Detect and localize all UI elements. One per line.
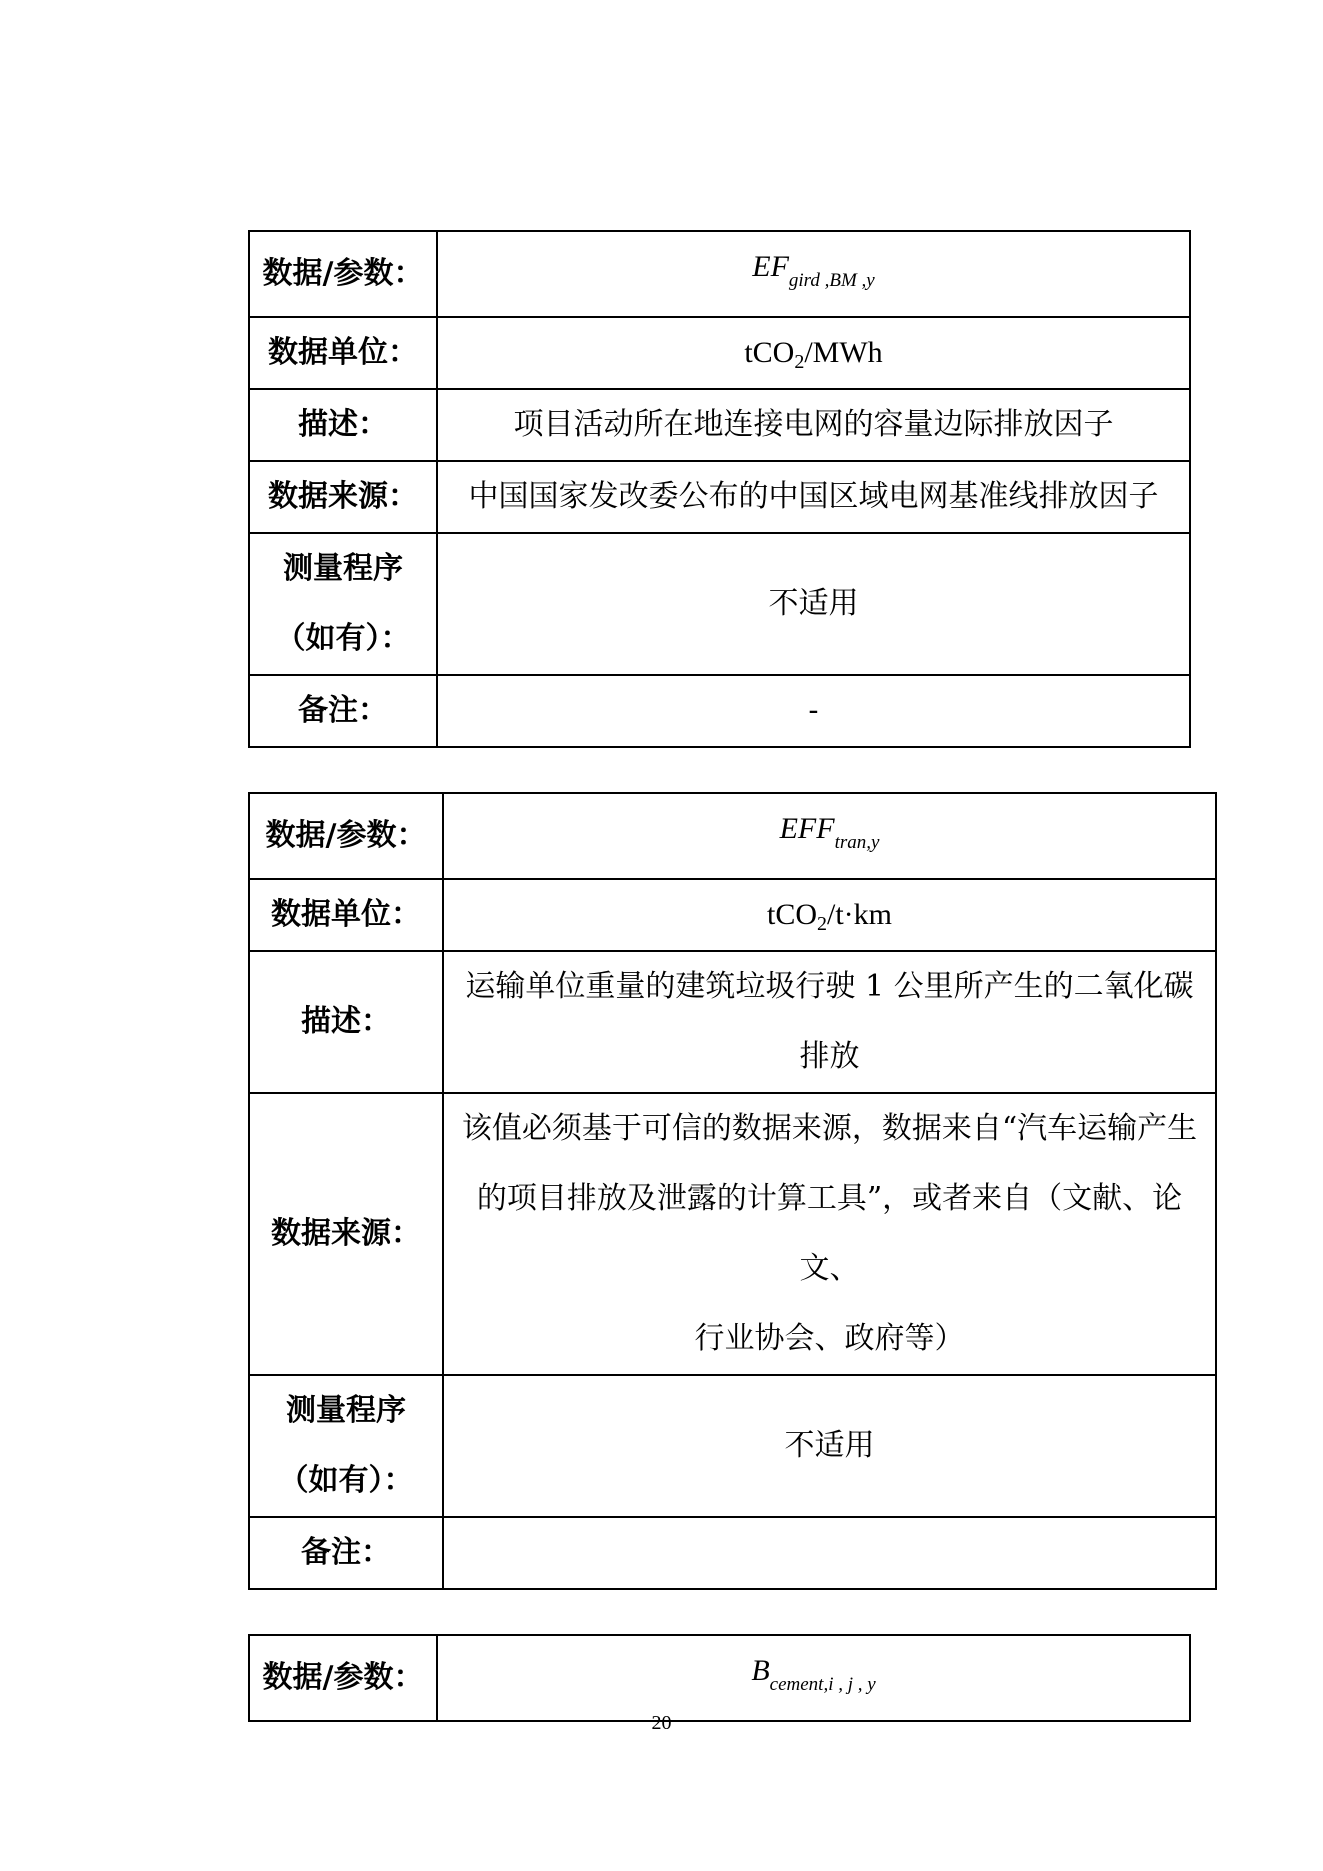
param-table-eff-tran: [248, 792, 1217, 1590]
label-procedure-line1: 测量程序: [286, 1393, 406, 1428]
desc-value: [443, 951, 1216, 1093]
label-unit: 数据单位：: [249, 317, 437, 389]
unit-sub: 2: [794, 351, 805, 373]
label-param: 数据/参数：: [249, 231, 437, 317]
label-procedure-line1: 测量程序: [283, 551, 403, 586]
unit-sub: 2: [817, 913, 827, 935]
param-base: EFF: [779, 812, 835, 845]
label-procedure: [249, 533, 437, 675]
param-symbol: [437, 1635, 1190, 1721]
param-symbol: [437, 231, 1190, 317]
label-desc: 描述：: [249, 389, 437, 461]
label-procedure-line2: （如有）：: [278, 1463, 414, 1498]
param-base: EF: [752, 250, 789, 283]
label-param: 数据/参数：: [249, 793, 443, 879]
label-source: 数据来源：: [249, 461, 437, 533]
param-sub: tran,y: [834, 832, 880, 853]
param-symbol: [443, 793, 1216, 879]
desc-line2: 排放: [799, 1039, 860, 1074]
label-note: 备注：: [249, 1517, 443, 1589]
source-line2: 的项目排放及泄露的计算工具”，或者来自（文献、论文、: [476, 1181, 1183, 1286]
label-unit: 数据单位：: [249, 879, 443, 951]
label-desc: 描述：: [249, 951, 443, 1093]
procedure-value: 不适用: [437, 533, 1190, 675]
label-procedure: [249, 1375, 443, 1517]
page-number: 20: [651, 1712, 672, 1734]
param-base: B: [751, 1654, 770, 1687]
procedure-value: 不适用: [443, 1375, 1216, 1517]
desc-value: 项目活动所在地连接电网的容量边际排放因子: [437, 389, 1190, 461]
unit-a: tCO: [744, 336, 795, 369]
param-sub: cement,i , j , y: [769, 1674, 876, 1695]
unit-b: /t·km: [827, 898, 892, 931]
param-table-b-cement: [248, 1634, 1191, 1722]
param-sub: gird ,BM ,y: [788, 270, 875, 291]
desc-line1: 运输单位重量的建筑垃圾行驶 1 公里所产生的二氧化碳: [465, 969, 1194, 1004]
label-note: 备注：: [249, 675, 437, 747]
note-value: -: [437, 675, 1190, 747]
label-source: 数据来源：: [249, 1093, 443, 1375]
unit-b: /MWh: [804, 336, 883, 369]
source-value: 中国国家发改委公布的中国区域电网基准线排放因子: [437, 461, 1190, 533]
unit-a: tCO: [766, 898, 817, 931]
source-value: [443, 1093, 1216, 1375]
source-line1: 该值必须基于可信的数据来源，数据来自“汽车运输产生: [461, 1111, 1198, 1146]
label-procedure-line2: （如有）：: [275, 621, 411, 656]
source-line3: 行业协会、政府等）: [694, 1321, 965, 1356]
unit-value: [437, 317, 1190, 389]
label-param: 数据/参数：: [249, 1635, 437, 1721]
note-value: [443, 1517, 1216, 1589]
param-table-ef-grid-bm: [248, 230, 1191, 748]
unit-value: [443, 879, 1216, 951]
